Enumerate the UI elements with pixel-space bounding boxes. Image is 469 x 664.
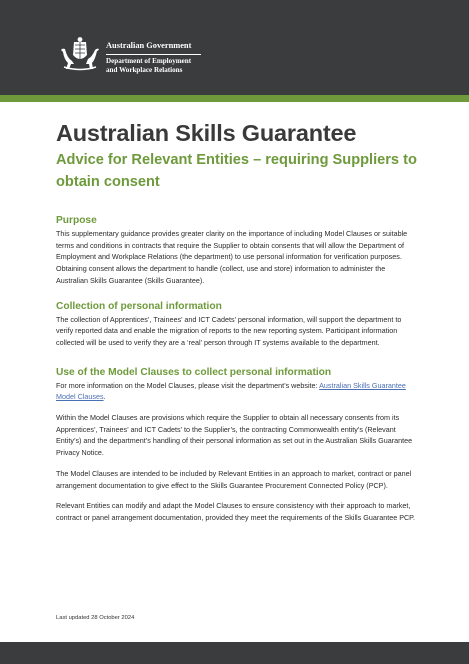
- last-updated: Last updated 28 October 2024: [56, 615, 135, 621]
- model-clauses-intro-end: .: [103, 392, 106, 402]
- logo-divider: [106, 54, 201, 55]
- section-heading-model-clauses: Use of the Model Clauses to collect personal information: [56, 366, 332, 378]
- collection-paragraph: The collection of Apprentices’, Trainees’ and ICT Cadets’ personal information, will support the department to verify reported data and enable the migration of reports to the new reporting system. Participant information collected will be used to verify they are a ‘real’ person through IT systems available to the department.: [56, 314, 402, 347]
- page-title: Australian Skills Guarantee: [56, 120, 357, 146]
- model-clauses-paragraph-1: Within the Model Clauses are provisions which require the Supplier to obtain all necessary consents from its Apprentices’, Trainees’ and ICT Cadets’ to the Supplier’s, the contracting Commonwealth entity’s (Relevant Entity’s) and the department’s handling of their personal information as set out in the Australian Skills Guarantee Privacy Notice.: [56, 413, 413, 458]
- accent-stripe: [0, 95, 469, 102]
- section-heading-purpose: Purpose: [56, 215, 97, 226]
- section-heading-collection: Collection of personal information: [56, 300, 222, 312]
- page-subtitle: Advice for Relevant Entities – requiring Suppliers to obtain consent: [56, 152, 417, 190]
- header-band: [0, 0, 469, 95]
- document-body: [56, 118, 418, 524]
- government-logo-text: [106, 41, 216, 74]
- model-clauses-paragraph-2: The Model Clauses are intended to be included by Relevant Entities in an approach to market, contract or panel arrangement documentation to give effect to the Skills Guarantee Procurement Connected Policy (PCP).: [56, 468, 412, 490]
- government-name: Australian Government: [106, 41, 192, 50]
- model-clauses-paragraph-3: Relevant Entities can modify and adapt the Model Clauses to ensure consistency with their approach to market, contract or panel arrangement documentation, provided they meet the requirements of the Skills Guarantee PCP.: [56, 501, 416, 522]
- model-clauses-intro: [56, 380, 418, 403]
- model-clauses-link[interactable]: Australian Skills Guarantee Model Clauses: [56, 380, 406, 402]
- footer-band: [0, 642, 469, 664]
- purpose-paragraph: This supplementary guidance provides greater clarity on the importance of including Model Clauses or suitable terms and conditions in contracts that require the Supplier to obtain consents that will allow the Department of Employment and Workplace Relations (the department) to use personal information for verification purposes. Obtaining consent allows the department to handle (collect, use and store) information to administer the Australian Skills Guarantee (Skills Guarantee).: [56, 229, 408, 285]
- department-name-line-2: and Workplace Relations: [106, 65, 183, 74]
- model-clauses-intro-text: For more information on the Model Clauses, please visit the department’s website:: [56, 380, 320, 390]
- department-name-line-1: Department of Employment: [106, 57, 192, 65]
- coat-of-arms-icon: [58, 36, 102, 72]
